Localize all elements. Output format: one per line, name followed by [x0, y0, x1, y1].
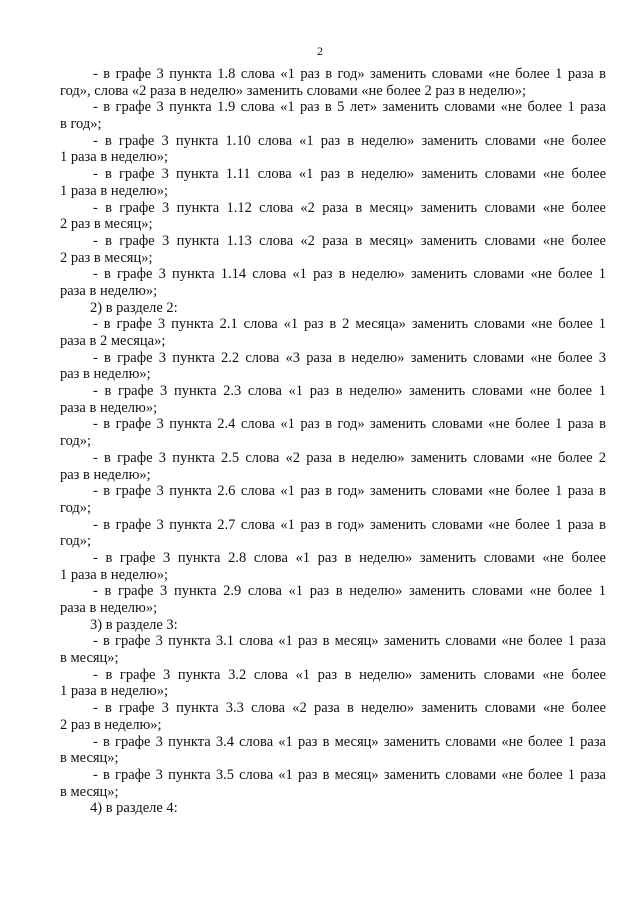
amendment-item — [60, 166, 606, 199]
text-line: 2 раз в неделю»; — [60, 716, 162, 733]
text-line: - в графе 3 пункта 1.12 слова «2 раза в месяц» заменить словами «не более — [93, 199, 606, 216]
amendment-item — [60, 483, 606, 516]
text-line: - в графе 3 пункта 2.5 слова «2 раза в неделю» заменить словами «не более 2 — [93, 449, 606, 466]
text-line: - в графе 3 пункта 2.3 слова «1 раз в неделю» заменить словами «не более 1 — [93, 383, 606, 400]
amendment-item — [60, 517, 606, 550]
text-line: - в графе 3 пункта 2.1 слова «1 раз в 2 месяца» заменить словами «не более 1 — [93, 316, 606, 333]
document-body — [60, 66, 606, 817]
amendment-item — [60, 266, 606, 299]
text-line: год», слова «2 раза в неделю» заменить словами «не более 2 раз в неделю»; — [60, 82, 526, 99]
text-line: год»; — [60, 433, 92, 450]
amendment-item — [60, 667, 606, 700]
amendment-item — [60, 350, 606, 383]
amendment-item — [60, 734, 606, 767]
text-line: - в графе 3 пункта 1.9 слова «1 раз в 5 лет» заменить словами «не более 1 раза — [93, 99, 606, 116]
text-line: раз в неделю»; — [60, 466, 151, 483]
text-line: - в графе 3 пункта 3.4 слова «1 раз в месяц» заменить словами «не более 1 раза — [93, 733, 606, 750]
text-line: - в графе 3 пункта 3.3 слова «2 раза в неделю» заменить словами «не более — [93, 700, 606, 717]
amendment-item — [60, 550, 606, 583]
text-line: 1 раза в неделю»; — [60, 566, 168, 583]
amendment-item — [60, 233, 606, 266]
text-line: в месяц»; — [60, 783, 119, 800]
text-line: год»; — [60, 499, 92, 516]
text-line: - в графе 3 пункта 2.7 слова «1 раз в год» заменить словами «не более 1 раза в — [93, 516, 606, 533]
section-heading — [60, 617, 606, 634]
text-line: 1 раза в неделю»; — [60, 149, 168, 166]
section-heading — [60, 800, 606, 817]
amendment-item — [60, 316, 606, 349]
text-line: 1 раза в неделю»; — [60, 182, 168, 199]
text-line: 2) в разделе 2: — [90, 299, 178, 316]
text-line: - в графе 3 пункта 3.5 слова «1 раз в месяц» заменить словами «не более 1 раза — [93, 766, 606, 783]
text-line: - в графе 3 пункта 1.11 слова «1 раз в неделю» заменить словами «не более — [93, 166, 606, 183]
text-line: - в графе 3 пункта 2.2 слова «3 раза в неделю» заменить словами «не более 3 — [93, 349, 606, 366]
text-line: - в графе 3 пункта 1.8 слова «1 раз в год» заменить словами «не более 1 раза в — [93, 66, 606, 82]
text-line: раз в неделю»; — [60, 366, 151, 383]
text-line: 1 раза в неделю»; — [60, 683, 168, 700]
amendment-item — [60, 767, 606, 800]
text-line: - в графе 3 пункта 1.14 слова «1 раз в неделю» заменить словами «не более 1 — [93, 266, 606, 283]
text-line: раза в 2 месяца»; — [60, 333, 166, 349]
text-line: - в графе 3 пункта 2.4 слова «1 раз в год» заменить словами «не более 1 раза в — [93, 416, 606, 433]
text-line: в месяц»; — [60, 650, 119, 667]
text-line: - в графе 3 пункта 2.9 слова «1 раз в неделю» заменить словами «не более 1 — [93, 583, 606, 600]
text-line: 2 раз в месяц»; — [60, 216, 153, 233]
text-line: в год»; — [60, 116, 102, 133]
amendment-item — [60, 450, 606, 483]
amendment-item — [60, 633, 606, 666]
text-line: раза в неделю»; — [60, 282, 158, 299]
text-line: в месяц»; — [60, 750, 119, 767]
amendment-item — [60, 66, 606, 99]
amendment-item — [60, 583, 606, 616]
text-line: 3) в разделе 3: — [90, 616, 178, 633]
text-line: - в графе 3 пункта 1.13 слова «2 раза в месяц» заменить словами «не более — [93, 232, 606, 249]
amendment-item — [60, 700, 606, 733]
text-line: - в графе 3 пункта 3.1 слова «1 раз в месяц» заменить словами «не более 1 раза — [93, 633, 606, 650]
amendment-item — [60, 200, 606, 233]
text-line: - в графе 3 пункта 3.2 слова «1 раз в неделю» заменить словами «не более — [93, 666, 606, 683]
text-line: - в графе 3 пункта 2.6 слова «1 раз в год» заменить словами «не более 1 раза в — [93, 483, 606, 500]
text-line: 2 раз в месяц»; — [60, 249, 153, 266]
amendment-item — [60, 416, 606, 449]
text-line: год»; — [60, 533, 92, 550]
amendment-item — [60, 133, 606, 166]
amendment-item — [60, 99, 606, 132]
text-line: 4) в разделе 4: — [90, 800, 178, 817]
page-number: 2 — [317, 44, 323, 58]
text-line: - в графе 3 пункта 2.8 слова «1 раз в неделю» заменить словами «не более — [93, 549, 606, 566]
amendment-item — [60, 383, 606, 416]
section-heading — [60, 300, 606, 317]
text-line: - в графе 3 пункта 1.10 слова «1 раз в неделю» заменить словами «не более — [93, 132, 606, 149]
text-line: раза в неделю»; — [60, 600, 158, 616]
text-line: раза в неделю»; — [60, 399, 158, 416]
